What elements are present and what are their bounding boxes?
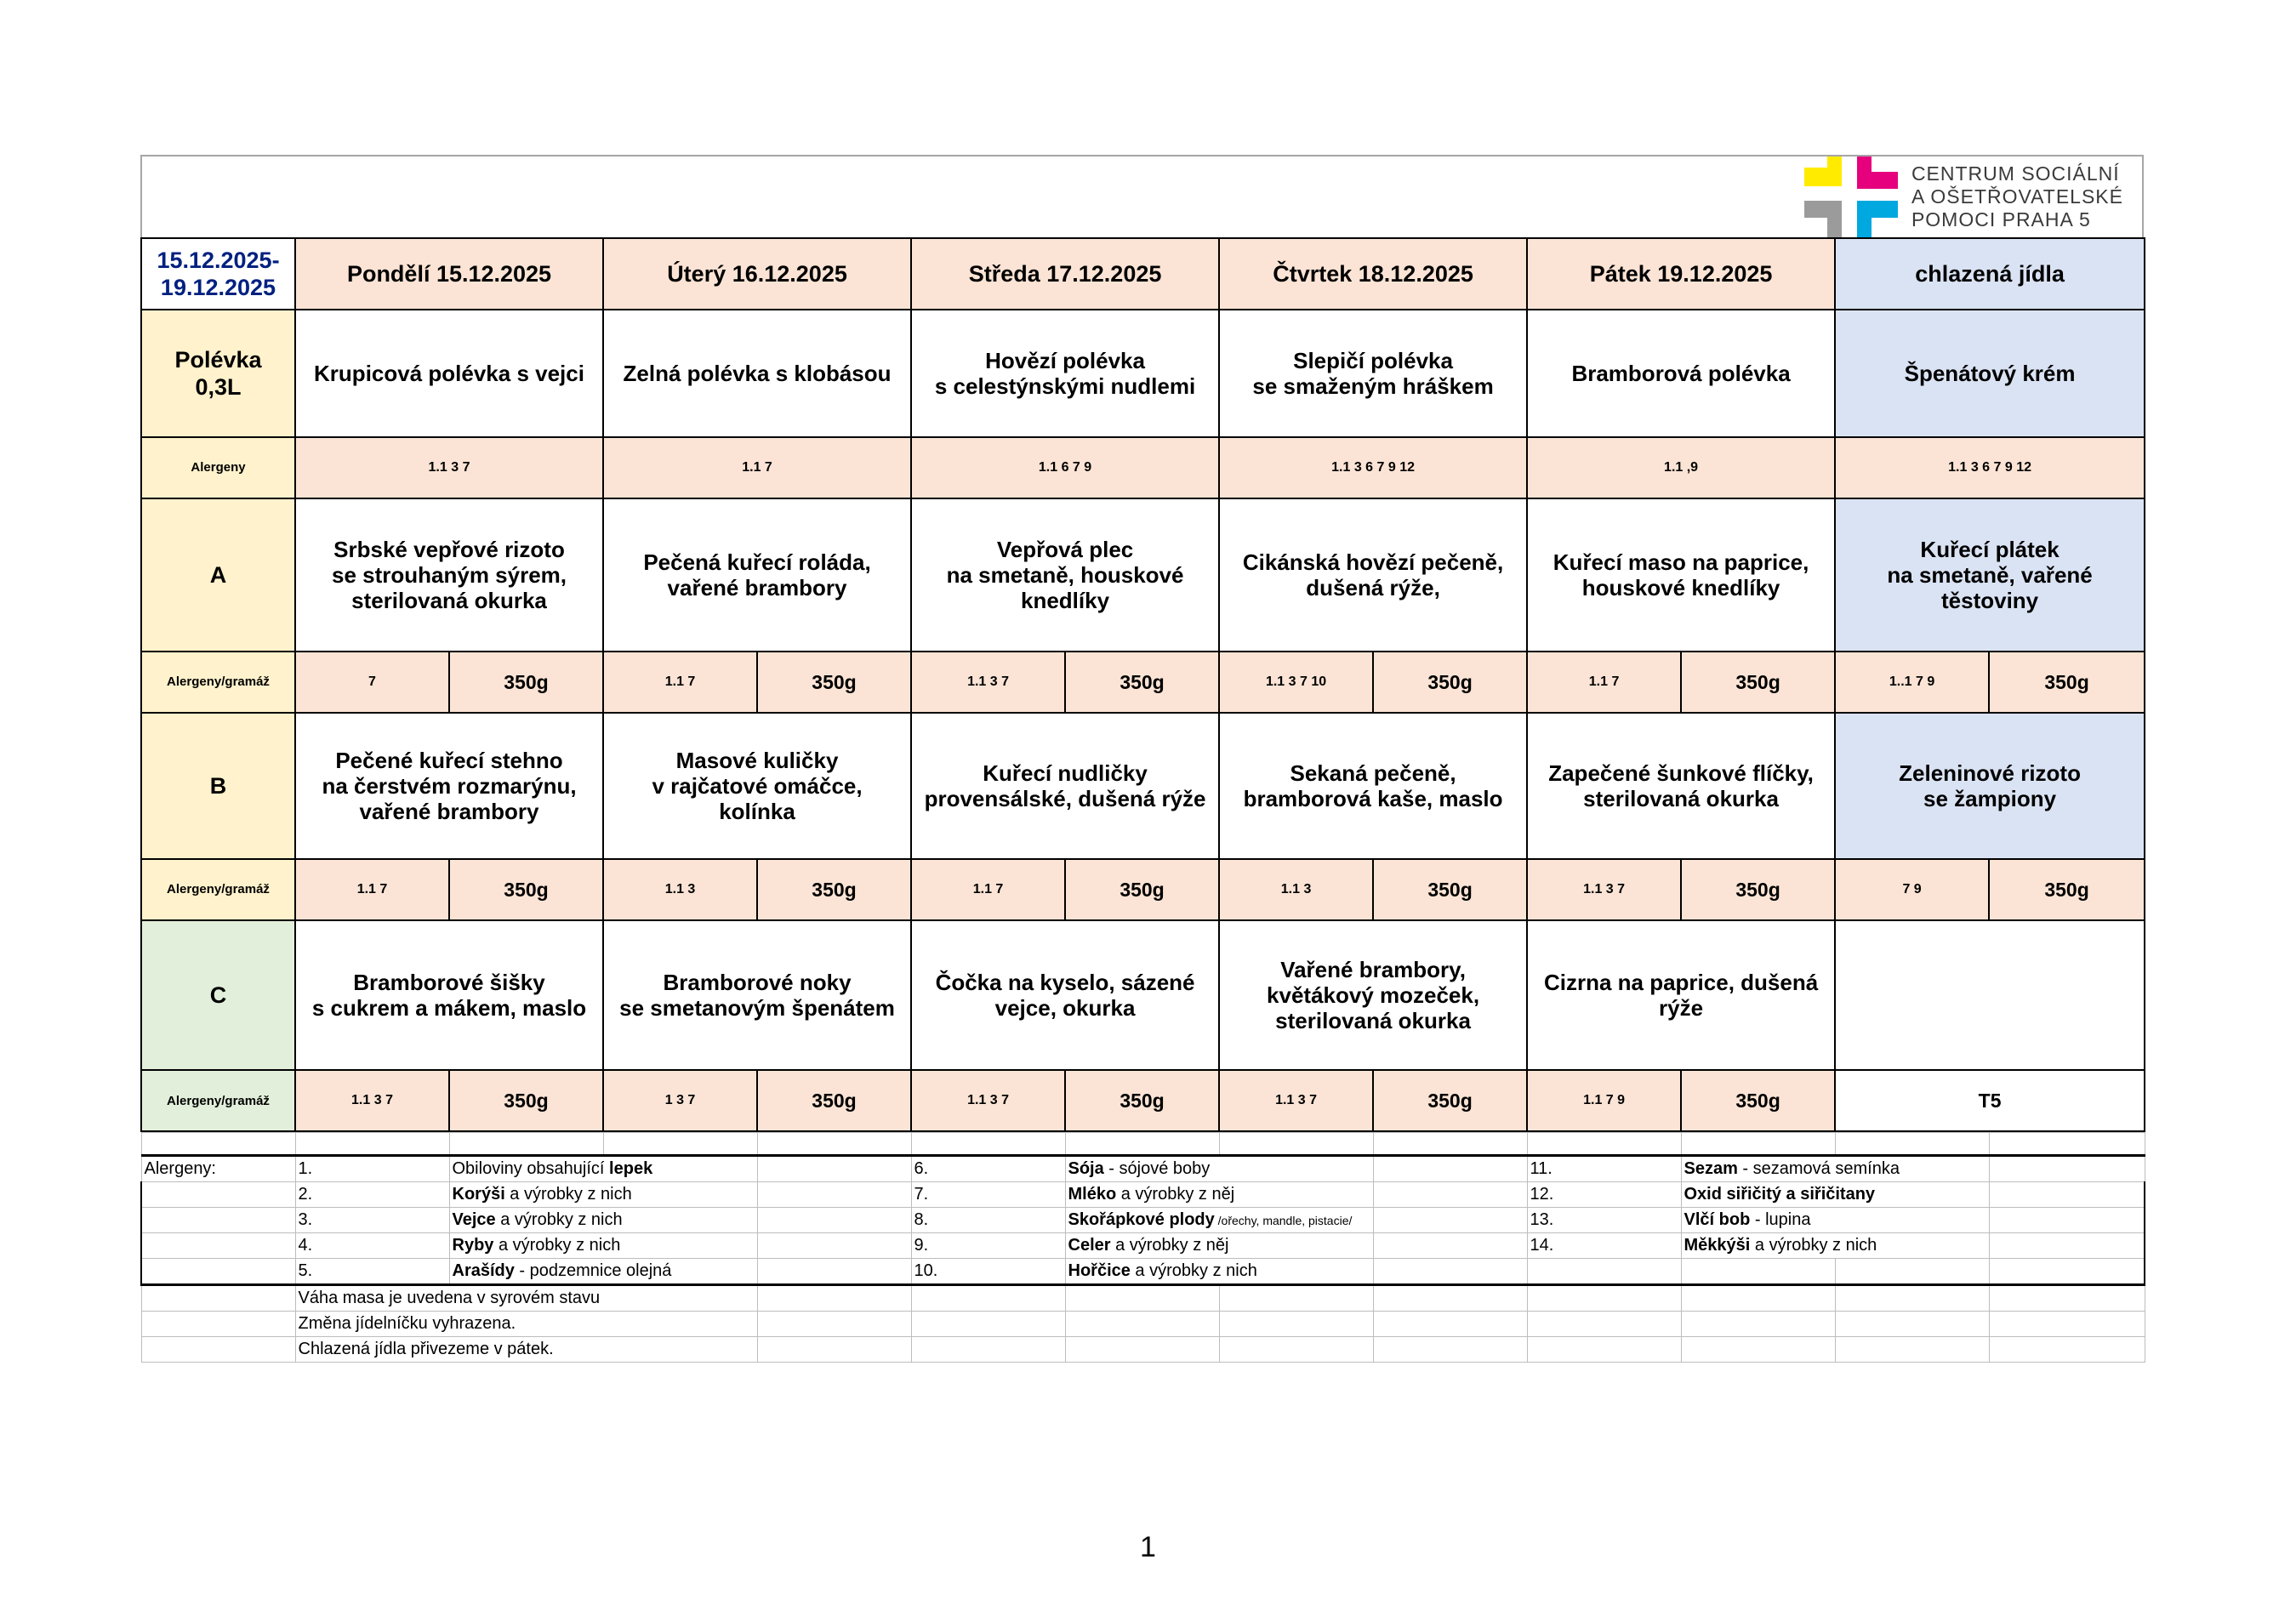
allergens-value: 1 3 7 bbox=[603, 1070, 757, 1131]
soup-dish: Krupicová polévka s vejci bbox=[295, 310, 603, 437]
allergens-value: 1.1 ,9 bbox=[1527, 437, 1835, 498]
allergens-value: 1.1 3 6 7 9 12 bbox=[1219, 437, 1527, 498]
allergen-legend bbox=[140, 1132, 2145, 1363]
chilled-c-code: T5 bbox=[1835, 1070, 2145, 1131]
weight-value: 350g bbox=[1989, 652, 2145, 713]
meal-a-row bbox=[141, 498, 2145, 652]
day-header: Pátek 19.12.2025 bbox=[1527, 238, 1835, 310]
meal-b-dish: Zapečené šunkové flíčky, sterilovaná okurka bbox=[1527, 713, 1835, 859]
allergens-value: 1..1 7 9 bbox=[1835, 652, 1989, 713]
soup-dish: Hovězí polévka s celestýnskými nudlemi bbox=[911, 310, 1219, 437]
allergens-weight-label: Alergeny/gramáž bbox=[141, 1070, 295, 1131]
legend-item: Celer a výrobky z něj bbox=[1065, 1233, 1373, 1259]
legend-item: Sója - sójové boby bbox=[1065, 1156, 1373, 1182]
legend-item: Měkkýši a výrobky z nich bbox=[1681, 1233, 1989, 1259]
allergens-value: 1.1 3 7 bbox=[295, 437, 603, 498]
day-header: Úterý 16.12.2025 bbox=[603, 238, 911, 310]
weight-value: 350g bbox=[1065, 1070, 1219, 1131]
meal-b-row bbox=[141, 713, 2145, 859]
allergens-value: 1.1 3 7 10 bbox=[1219, 652, 1373, 713]
meal-c-dish: Bramborové šišky s cukrem a mákem, maslo bbox=[295, 920, 603, 1070]
note-row bbox=[141, 1312, 2145, 1337]
weight-value: 350g bbox=[1373, 652, 1527, 713]
allergens-value: 1.1 7 bbox=[603, 652, 757, 713]
days-row bbox=[141, 238, 2145, 310]
allergens-value: 7 9 bbox=[1835, 859, 1989, 920]
allergens-weight-label: Alergeny/gramáž bbox=[141, 859, 295, 920]
meal-a-allergens-row bbox=[141, 652, 2145, 713]
weight-value: 350g bbox=[757, 652, 911, 713]
meal-b-dish: Kuřecí nudličky provensálské, dušená rýže bbox=[911, 713, 1219, 859]
soup-dish: Zelná polévka s klobásou bbox=[603, 310, 911, 437]
weight-value: 350g bbox=[1989, 859, 2145, 920]
meal-c-dish-empty bbox=[1835, 920, 2145, 1070]
meal-b-dish: Zeleninové rizoto se žampiony bbox=[1835, 713, 2145, 859]
day-header: Středa 17.12.2025 bbox=[911, 238, 1219, 310]
meal-b-dish: Sekaná pečeně, bramborová kaše, maslo bbox=[1219, 713, 1527, 859]
meal-c-dish: Čočka na kyselo, sázené vejce, okurka bbox=[911, 920, 1219, 1070]
week-range: 15.12.2025- 19.12.2025 bbox=[141, 238, 295, 310]
weight-value: 350g bbox=[1681, 1070, 1835, 1131]
logo-cross-icon bbox=[1804, 157, 1898, 237]
meal-c-dish: Vařené brambory, květákový mozeček, sterilovaná okurka bbox=[1219, 920, 1527, 1070]
legend-item: Arašídy - podzemnice olejná bbox=[449, 1259, 757, 1285]
soup-label: Polévka 0,3L bbox=[141, 310, 295, 437]
meal-a-dish: Srbské vepřové rizoto se strouhaným sýrem, sterilovaná okurka bbox=[295, 498, 603, 652]
weight-value: 350g bbox=[449, 1070, 603, 1131]
header-strip bbox=[140, 155, 2144, 237]
allergens-value: 1.1 3 7 bbox=[295, 1070, 449, 1131]
note: Chlazená jídla přivezeme v pátek. bbox=[295, 1337, 757, 1363]
legend-item: Skořápkové plody /ořechy, mandle, pistacie/ bbox=[1065, 1208, 1373, 1233]
allergens-value: 1.1 3 bbox=[603, 859, 757, 920]
meal-a-dish: Kuřecí maso na paprice, houskové knedlíky bbox=[1527, 498, 1835, 652]
allergens-value: 1.1 7 bbox=[911, 859, 1065, 920]
logo bbox=[1804, 157, 2123, 237]
weight-value: 350g bbox=[1373, 1070, 1527, 1131]
legend-item: Hořčice a výrobky z nich bbox=[1065, 1259, 1373, 1285]
day-header: Čtvrtek 18.12.2025 bbox=[1219, 238, 1527, 310]
meal-c-allergens-row bbox=[141, 1070, 2145, 1131]
allergens-value: 1.1 7 bbox=[1527, 652, 1681, 713]
allergens-value: 1.1 7 bbox=[295, 859, 449, 920]
allergens-value: 1.1 6 7 9 bbox=[911, 437, 1219, 498]
logo-line-1: CENTRUM SOCIÁLNÍ bbox=[1911, 162, 2120, 185]
meal-c-dish: Bramborové noky se smetanovým špenátem bbox=[603, 920, 911, 1070]
legend-item: Vlčí bob - lupina bbox=[1681, 1208, 1989, 1233]
allergens-value: 7 bbox=[295, 652, 449, 713]
menu-sheet bbox=[140, 155, 2144, 1363]
note-row bbox=[141, 1337, 2145, 1363]
soup-dish: Bramborová polévka bbox=[1527, 310, 1835, 437]
legend-item: Vejce a výrobky z nich bbox=[449, 1208, 757, 1233]
legend-row: 4. Ryby a výrobky z nich 9. Celer a výrobky z něj 14. Měkkýši a výrobky z nich bbox=[141, 1233, 2145, 1259]
legend-row: 2. Korýši a výrobky z nich 7. Mléko a výrobky z něj 12. Oxid siřičitý a siřičitany bbox=[141, 1182, 2145, 1208]
meal-b-dish: Masové kuličky v rajčatové omáčce, kolínka bbox=[603, 713, 911, 859]
legend-item: Mléko a výrobky z něj bbox=[1065, 1182, 1373, 1208]
legend-item: Obiloviny obsahující lepek bbox=[449, 1156, 757, 1182]
allergens-value: 1.1 3 7 bbox=[911, 652, 1065, 713]
weight-value: 350g bbox=[757, 859, 911, 920]
weight-value: 350g bbox=[1065, 652, 1219, 713]
legend-row: 5. Arašídy - podzemnice olejná 10. Hořčice a výrobky z nich bbox=[141, 1259, 2145, 1285]
note: Váha masa je uvedena v syrovém stavu bbox=[295, 1285, 757, 1312]
soup-dish: Slepičí polévka se smaženým hráškem bbox=[1219, 310, 1527, 437]
allergens-label: Alergeny bbox=[141, 437, 295, 498]
meal-a-label: A bbox=[141, 498, 295, 652]
weight-value: 350g bbox=[757, 1070, 911, 1131]
allergens-value: 1.1 7 bbox=[603, 437, 911, 498]
logo-line-3: POMOCI PRAHA 5 bbox=[1911, 208, 2091, 230]
meal-b-label: B bbox=[141, 713, 295, 859]
weight-value: 350g bbox=[1681, 652, 1835, 713]
soup-dish: Špenátový krém bbox=[1835, 310, 2145, 437]
legend-title: Alergeny: bbox=[141, 1156, 295, 1182]
meal-c-label: C bbox=[141, 920, 295, 1070]
meal-b-allergens-row bbox=[141, 859, 2145, 920]
allergens-value: 1.1 3 7 bbox=[911, 1070, 1065, 1131]
logo-line-2: A OŠETŘOVATELSKÉ bbox=[1911, 185, 2123, 208]
note-row bbox=[141, 1285, 2145, 1312]
weight-value: 350g bbox=[449, 652, 603, 713]
legend-item: Ryby a výrobky z nich bbox=[449, 1233, 757, 1259]
legend-item: Korýši a výrobky z nich bbox=[449, 1182, 757, 1208]
logo-text bbox=[1911, 162, 2123, 231]
menu-table bbox=[140, 237, 2145, 1132]
legend-row: 3. Vejce a výrobky z nich 8. Skořápkové plody /ořechy, mandle, pistacie/ 13. Vlčí bob - lupina bbox=[141, 1208, 2145, 1233]
allergens-value: 1.1 3 bbox=[1219, 859, 1373, 920]
meal-c-dish: Cizrna na paprice, dušená rýže bbox=[1527, 920, 1835, 1070]
day-header: Pondělí 15.12.2025 bbox=[295, 238, 603, 310]
meal-a-dish: Vepřová plec na smetaně, houskové knedlíky bbox=[911, 498, 1219, 652]
allergens-value: 1.1 7 9 bbox=[1527, 1070, 1681, 1131]
allergens-value: 1.1 3 6 7 9 12 bbox=[1835, 437, 2145, 498]
page-number: 1 bbox=[1140, 1531, 1156, 1563]
soup-row bbox=[141, 310, 2145, 437]
allergens-value: 1.1 3 7 bbox=[1219, 1070, 1373, 1131]
legend-row: Alergeny: 1. Obiloviny obsahující lepek 6. Sója - sójové boby 11. Sezam - sezamová semínka bbox=[141, 1156, 2145, 1182]
chilled-header: chlazená jídla bbox=[1835, 238, 2145, 310]
note: Změna jídelníčku vyhrazena. bbox=[295, 1312, 757, 1337]
meal-a-dish: Pečená kuřecí roláda, vařené brambory bbox=[603, 498, 911, 652]
weight-value: 350g bbox=[1681, 859, 1835, 920]
meal-a-dish: Cikánská hovězí pečeně, dušená rýže, bbox=[1219, 498, 1527, 652]
legend-item: Oxid siřičitý a siřičitany bbox=[1681, 1182, 1989, 1208]
meal-a-dish: Kuřecí plátek na smetaně, vařené těstoviny bbox=[1835, 498, 2145, 652]
legend-item: Sezam - sezamová semínka bbox=[1681, 1156, 1989, 1182]
allergens-weight-label: Alergeny/gramáž bbox=[141, 652, 295, 713]
soup-allergens-row bbox=[141, 437, 2145, 498]
meal-c-row bbox=[141, 920, 2145, 1070]
weight-value: 350g bbox=[1373, 859, 1527, 920]
allergens-value: 1.1 3 7 bbox=[1527, 859, 1681, 920]
weight-value: 350g bbox=[449, 859, 603, 920]
weight-value: 350g bbox=[1065, 859, 1219, 920]
meal-b-dish: Pečené kuřecí stehno na čerstvém rozmarýnu, vařené brambory bbox=[295, 713, 603, 859]
